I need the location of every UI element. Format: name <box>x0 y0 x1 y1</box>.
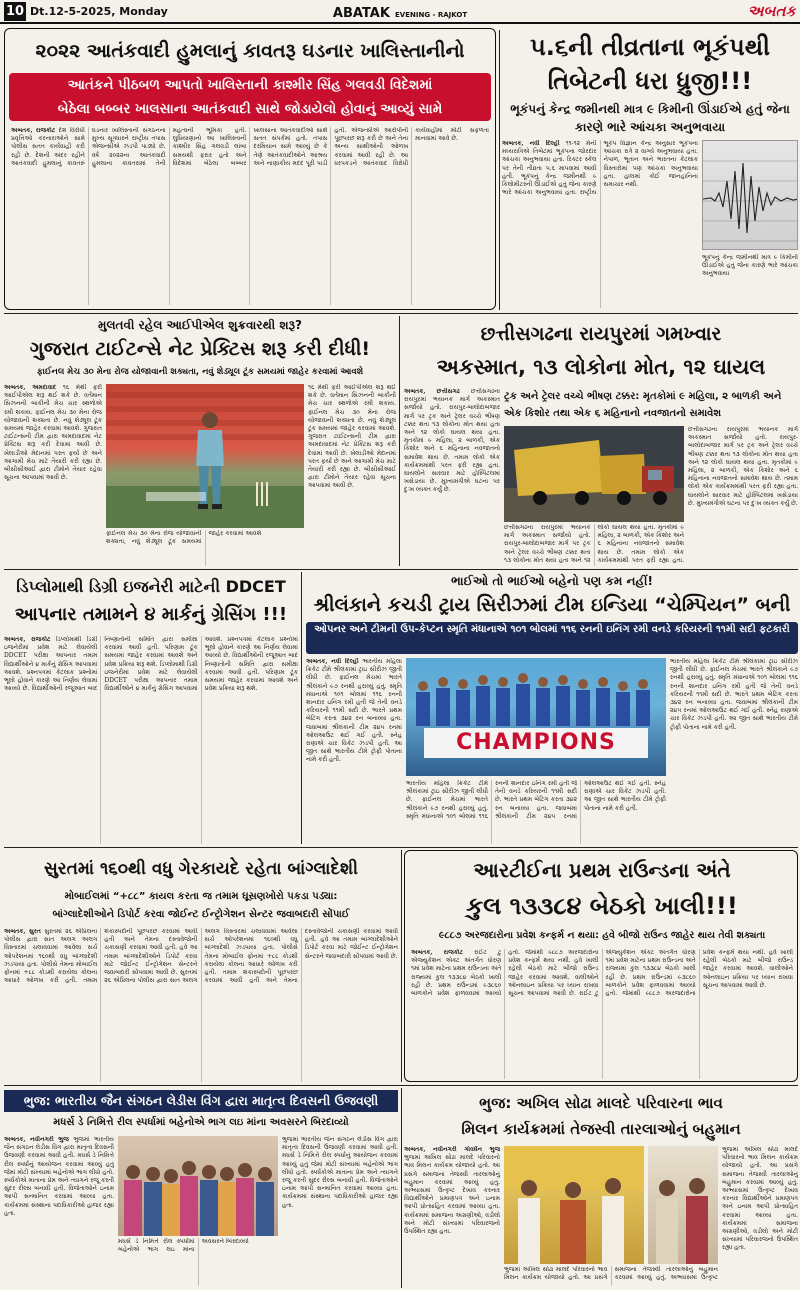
story-khalistan <box>4 28 496 310</box>
story-sodha <box>404 1088 798 1288</box>
paper-edition: EVENING - RAJKOT <box>395 11 468 19</box>
khalistan-body <box>11 127 489 305</box>
champions-body-left <box>306 658 402 844</box>
titans-text: ૧૬ મેથી ફરી આઈપીએલ શરૂ થઈ શકે છે. વર્તમાન સિઝનની બાકીની મેચ ચાર સ્થળોએ રમી શકાય. ફાઈનલ મેચ ૩૦ મેના રોજ યોજાવાની શક્યતા છે. નવું શેડ્યૂલ ટૂંક સમયમાં જાહેર કરવામાં આવશે. ગુજરાત ટાઈટન્સની ટીમ દ્વારા અમદાવાદમાં નેટ પ્રેક્ટિસ શરૂ કરી દેવામાં આવી છે. ખેલાડીઓ મેદાનમાં પરત ફર્યા છે અને આગામી મેચ માટે તૈયારી કરી રહ્યા છે. બીસીસીઆઈ દ્વારા ટીમોને તૈયાર રહેવા સૂચના આપવામાં આવી છે. <box>4 384 102 482</box>
ddcet-text-2: ડિપ્લોમાથી ડિગ્રી ઇજનેરીમાં પ્રવેશ માટે લેવાયેલી DDCET પરીક્ષા આપનાર તમામ વિદ્યાર્થીઓને ૪ માર્કનું ગ્રેસિંગ આપવામાં આવશે. પ્રશ્નપત્રમાં કેટલાક પ્રશ્નોમાં ભૂલો હોવાને કારણે આ નિર્ણય લેવામાં આવ્યો છે. વિદ્યાર્થીઓની રજૂઆત બાદ નિષ્ણાતોની સમિતિ દ્વારા સમીક્ષા કરવામાં આવી હતી. પરિણામ ટૂંક સમયમાં જાહેર કરવામાં આવશે અને પ્રવેશ પ્રક્રિયા શરૂ થશે. <box>104 636 298 693</box>
mothers-day-subhead: મધર્સ ડે નિમિત્તે રીલ સ્પર્ધામાં બહેનોએ ભાગ લઇ માંના અવસરને બિરદાવ્યો <box>53 1117 349 1128</box>
titans-subhead: ફાઈનલ મેચ ૩૦ મેના રોજ યોજાવાની શક્યતા, નવું શેડ્યૂલ ટૂંક સમયમાં જાહેર કરવામાં આવશે <box>36 367 364 377</box>
mid-divider-2 <box>301 572 302 844</box>
story-mothers-day <box>4 1088 398 1288</box>
raipur-body-bottom <box>504 524 684 566</box>
ddcet-text: ડિપ્લોમાથી ડિગ્રી ઇજનેરીમાં પ્રવેશ માટે લેવાયેલી DDCET પરીક્ષા આપનાર તમામ વિદ્યાર્થીઓને ૪ માર્કનું ગ્રેસિંગ આપવામાં આવશે. પ્રશ્નપત્રમાં કેટલાક પ્રશ્નોમાં ભૂલો હોવાને કારણે આ નિર્ણય લેવામાં આવ્યો છે. વિદ્યાર્થીઓની રજૂઆત બાદ નિષ્ણાતોની સમિતિ દ્વારા સમીક્ષા કરવામાં આવી હતી. પરિણામ ટૂંક સમયમાં જાહેર કરવામાં આવશે અને પ્રવેશ પ્રક્રિયા શરૂ થશે. <box>4 636 198 693</box>
mid-divider-1 <box>399 316 400 566</box>
raipur-headline-1: છત્તીસગઢના રાયપુરમાં ગમખ્વાર <box>480 323 722 345</box>
mothers-day-body-bottom <box>118 1238 278 1286</box>
group-photo-icon <box>118 1136 278 1236</box>
ddcet-headline-1: ડિપ્લોમાથી ડિગ્રી ઇજનેરી માટેની DDCET <box>16 577 286 596</box>
raipur-body-right <box>688 426 798 566</box>
guests-icon <box>648 1146 718 1264</box>
row3-divider <box>4 847 798 848</box>
earthquake-subhead: ભૂકંપનું કેન્દ્ર જમીનથી માત્ર ૯ કિમીની ઊંડાઈએ હતું જેના કારણે ભારે આંચકા અનુભવાયા <box>510 102 790 134</box>
raipur-text: છત્તીસગઢના રાયપુરમાં ભયાનક માર્ગ અકસ્માત સર્જાયો હતો. રાયપુર-બાલોદાબજાર માર્ગ પર ટ્રક અને ટ્રેલર વચ્ચે ભીષણ ટક્કર થતા ૧૩ લોકોના મોત થયા હતા અને ૧૨ લોકો ઘાયલ થયા હતા. મૃતકોમાં ૯ મહિલા, ૨ બાળકી, એક કિશોર અને ૬ મહિનાના નવજાતનો સમાવેશ થાય છે. તમામ લોકો એક કાર્યક્રમમાંથી પરત ફરી રહ્યા હતા. ઘાયલોને સારવાર માટે હોસ્પિટલમાં ખસેડાયા છે. મુખ્યમંત્રીએ ઘટના પર દુઃખ વ્યક્ત કર્યું છે. <box>404 388 500 494</box>
titans-headline: ગુજરાત ટાઈટન્સે નેટ પ્રેક્ટિસ શરૂ કરી દીધી! <box>29 338 371 360</box>
champions-body-bottom <box>406 780 666 844</box>
champions-dateline: અબતક, નવી દિલ્હી <box>306 658 363 665</box>
truck-icon <box>504 426 684 522</box>
khalistan-headline: ૨૦૨૨ આતંકવાદી હુમલાનું કાવતરૂ ઘડનાર ખાલિસ્તાનીનો <box>35 40 465 62</box>
earthquake-headline: ૫.૬ની તીવ્રતાના ભૂકંપથી તિબેટની ધરા ધ્રુજી!!! <box>529 33 771 95</box>
felicitation-icon <box>504 1146 644 1264</box>
raipur-headline-2: અકસ્માત, ૧૩ લોકોના મોત, ૧૨ ઘાયલ <box>436 355 766 379</box>
sodha-photo-1 <box>504 1146 644 1264</box>
earthquake-body <box>502 140 698 308</box>
champions-text-cont: ભારતીય મહિલા ક્રિકેટ ટીમે શ્રીલંકામાં ટ્રાઇ સીરીઝ જીતી લીધી છે. ફાઈનલ મેચમાં ભારતે શ્રીલંકાને ૯૭ રનથી હરાવ્યું હતું. સ્મૃતિ મંધાનાએ ૧૦૧ બોલમાં ૧૧૬ રનની શાનદાર ઇનિંગ રમી હતી જે તેની વનડે કરિયરની ૧૧મી સદી છે. ભારતે પ્રથમ બેટિંગ કરતા ૩૪૨ રન બનાવ્યા હતા. જવાબમાં શ્રીલંકાની ટીમ ૨૪૫ રનમાં ઓલઆઉટ થઈ ગઈ હતી. સ્નેહ રાણાએ ચાર વિકેટ ઝડપી હતી. આ જીત સાથે ભારતીય ટીમે ટ્રોફી પોતાના નામે કરી હતી. <box>670 658 798 731</box>
bangladeshi-subhead-2: બાંગ્લાદેશીઓને ડિપોર્ટ કરવા જોઈન્ટ ઈન્ટ્રોગેશન સેન્ટર જવાબદારી સોંપાઈ <box>52 909 350 920</box>
champions-kicker: ભાઈઓ તો ભાઈઓ બહેનો પણ કમ નહીં! <box>451 574 653 588</box>
story-ddcet <box>4 572 298 844</box>
accident-photo <box>504 426 684 522</box>
row4-divider <box>4 1085 798 1086</box>
raipur-dateline: અબતક, છત્તીસગઢ <box>404 388 471 395</box>
cricketer-icon <box>106 384 304 528</box>
story-earthquake <box>502 28 798 310</box>
titans-text-bottom: ફાઈનલ મેચ ૩૦ મેના રોજ યોજાવાની શક્યતા, નવું શેડ્યૂલ ટૂંક સમયમાં જાહેર કરવામાં આવશે <box>106 530 262 546</box>
earthquake-text: ૧૧-૧૨ મેની મધ્યરાત્રિએ તિબેટમાં ભૂકંપના જોરદાર આંચકા અનુભવાયા હતા. રિક્ટર સ્કેલ પર તેની તીવ્રતા ૫.૬ માપવામાં આવી હતી. ભૂકંપનું કેન્દ્ર જમીનથી ૯ કિલોમીટરની ઊંડાઈએ હતું જેના કારણે ભારે આંચકા અનુભવાયા હતા. રાષ્ટ્રીય ભૂકંપ વિજ્ઞાન કેન્દ્ર અનુસાર ભૂકંપના આંચકા રાત્રે ૨ વાગ્યે અનુભવાયા હતા. નેપાળ, ભૂતાન અને ભારતના કેટલાક વિસ્તારોમાં પણ આંચકા અનુભવાયા હતા. હાલમાં કોઈ જાનહાનિના સમાચાર નથી. <box>502 140 698 197</box>
titans-text-cont: ૧૬ મેથી ફરી આઈપીએલ શરૂ થઈ શકે છે. વર્તમાન સિઝનની બાકીની મેચ ચાર સ્થળોએ રમી શકાય. ફાઈનલ મેચ ૩૦ મેના રોજ યોજાવાની શક્યતા છે. નવું શેડ્યૂલ ટૂંક સમયમાં જાહેર કરવામાં આવશે. ગુજરાત ટાઈટન્સની ટીમ દ્વારા અમદાવાદમાં નેટ પ્રેક્ટિસ શરૂ કરી દેવામાં આવી છે. ખેલાડીઓ મેદાનમાં પરત ફર્યા છે અને આગામી મેચ માટે તૈયારી કરી રહ્યા છે. બીસીસીઆઈ દ્વારા ટીમોને તૈયાર રહેવા સૂચના આપવામાં આવી છે. <box>308 384 396 490</box>
sodha-body-bottom <box>504 1266 718 1286</box>
mothers-day-text-cont: ભુજમાં ભારતીય જૈન સંગઠન લેડીસ વિંગ દ્વારા માતૃત્વ દિવસની ઉજવણી કરવામાં આવી હતી. મધર્સ ડે નિમિત્તે રીલ સ્પર્ધાનું આયોજન કરવામાં આવ્યું હતું જેમાં મોટી સંખ્યામાં બહેનોએ ભાગ લીધો હતો. સ્પર્ધકોએ માતાના પ્રેમ અને ત્યાગને રજૂ કરતી સુંદર રીલ્સ બનાવી હતી. વિજેતાઓને ઇનામ આપી સન્માનિત કરવામાં આવ્યા હતા. કાર્યક્રમમાં સંસ્થાના પદાધિકારીઓ હાજર રહ્યા હતા. <box>282 1136 398 1209</box>
mothers-day-dateline: અબતક, નવીનગરી <box>4 1136 59 1143</box>
titans-body-bottom <box>106 530 304 566</box>
paper-name <box>300 3 500 24</box>
sodha-headline-2: મિલન કાર્યક્રમમાં તેજસ્વી તારલાઓનું બહુમાન <box>461 1120 741 1138</box>
ddcet-body <box>4 636 298 844</box>
rte-body <box>411 949 793 1079</box>
rte-text-2: રાઈટ ટુ એજ્યુકેશન એક્ટ અંતર્ગત ધોરણ ૧માં પ્રવેશ માટેના પ્રથમ રાઉન્ડના અંતે રાજ્યમાં કુલ ૧૩૩૮૪ બેઠકો ખાલી રહી છે. પ્રથમ રાઉન્ડમાં ૯૩૮૬૦ બાળકોને પ્રવેશ ફાળવવામાં આવ્યો હતો. જેમાંથી ૯૮૮૭ અરજદારોના પ્રવેશ કન્ફર્મ થયા નથી. હવે ખાલી રહેલી બેઠકો માટે બીજો રાઉન્ડ જાહેર કરવામાં આવશે. વાલીઓને ઓનલાઇન પ્રક્રિયા પર ધ્યાન રાખવા સૂચના આપવામાં આવી છે. <box>579 949 793 998</box>
khalistan-subhead-2: બેઠેલા બબ્બર ખાલસાના આતંકવાદી સાથે જોડાયેલો હોવાનું આવ્યું સામે <box>9 97 491 121</box>
champions-banner: CHAMPIONS <box>424 728 648 758</box>
bangladeshi-body <box>4 928 398 1082</box>
bangladeshi-headline: સુરતમાં ૧૬૦થી વધુ ગેરકાયદે રહેતા બાંગ્લાદેશી <box>44 859 358 879</box>
champions-subhead: ઓપનર અને ટીમની ઉપ-કેપ્ટન સ્મૃતિ મંધાનાએ ૧૦૧ બોલમાં ૧૧૬ રનની ઇનિંગ રમી વનડે કરિયરની ૧૧મી સદી ફટકારી <box>306 622 798 654</box>
row2-divider <box>4 569 798 570</box>
rte-headline-2: કુલ ૧૩૩૮૪ બેઠકો ખાલી!!! <box>466 892 738 920</box>
bangladeshi-dateline: અબતક, સુરત <box>4 928 45 935</box>
sodha-body-left <box>404 1146 500 1286</box>
sodha-text-cont: ભુજમાં અખિલ સોઢા માલદે પરિવારનો ભાવ મિલન કાર્યક્રમ યોજાયો હતો. આ પ્રસંગે સમાજના તેજસ્વી તારલાઓનું બહુમાન કરવામાં આવ્યું હતું. અભ્યાસમાં ઉત્કૃષ્ટ દેખાવ કરનાર વિદ્યાર્થીઓને પ્રમાણપત્ર અને ઇનામ આપી પ્રોત્સાહિત કરવામાં આવ્યા હતા. કાર્યક્રમમાં સમાજના અગ્રણીઓ, વડીલો અને મોટી સંખ્યામાં પરિવારજનો ઉપસ્થિત રહ્યા હતા. <box>722 1146 798 1252</box>
top-divider <box>499 30 500 310</box>
earthquake-body-tail <box>702 254 798 308</box>
mothers-day-body-right <box>282 1136 398 1286</box>
ddcet-dateline: અબતક, રાજકોટ <box>4 636 57 643</box>
raipur-text-bottom: છત્તીસગઢના રાયપુરમાં ભયાનક માર્ગ અકસ્માત સર્જાયો હતો. રાયપુર-બાલોદાબજાર માર્ગ પર ટ્રક અને ટ્રેલર વચ્ચે ભીષણ ટક્કર થતા ૧૩ લોકોના મોત થયા હતા અને ૧૨ લોકો ઘાયલ થયા હતા. મૃતકોમાં ૯ મહિલા, ૨ બાળકી, એક કિશોર અને ૬ મહિનાના નવજાતનો સમાવેશ થાય છે. તમામ લોકો એક કાર્યક્રમમાંથી પરત ફરી રહ્યા હતા. <box>504 524 684 564</box>
champions-body-right <box>670 658 798 844</box>
masthead-logo: અબતક <box>747 2 796 20</box>
masthead <box>0 0 800 24</box>
mid-divider-4 <box>401 1088 402 1288</box>
raipur-subhead: ટ્રક અને ટ્રેલર વચ્ચે ભીષણ ટક્કર: મૃતકોમાં ૯ મહિલા, ૨ બાળકી અને એક કિશોર તથા એક ૬ મહિનાનો નવજાતનો સમાવેશ <box>504 391 782 419</box>
bangladeshi-text-2: સુરતમાં ૨૬ એપ્રિલના પોલીસ દ્વારા સાત અલગ અલગ વિસ્તારમાં ચલાવવામાં આવેલા સર્ચ ઓપરેશનમાં ૧૬૦થી વધુ બાંગ્લાદેશી ઝડપાયા હતા. પોલીસે તેમના મોબાઈલ ફોનમાં +૮૮ કોડથી કરાયેલા કોલના આધારે ઓળખ કરી હતી. તમામ શંકાસ્પદોની પૂછપરછ કરવામાં આવી હતી અને તેમના દસ્તાવેજોની ચકાસણી કરવામાં આવી હતી. હવે આ તમામ બાંગ્લાદેશીઓને ડિપોર્ટ કરવા માટે જોઈન્ટ ઈન્ટ્રોગેશન સેન્ટરને જવાબદારી સોંપવામાં આવી છે. <box>104 928 398 985</box>
khalistan-text: દેશ વિરોધી પ્રવૃત્તિઓ કરનારાઓને સામે પોલીસ સતત કાર્યવાહી કરી રહી છે. દેશની અંદર રહીને આતંકવાદી હુમલાનું કાવતરું ઘડનાર ખાલિસ્તાની સંગઠનના મુખ્ય સૂત્રધારને રાષ્ટ્રીય તપાસ એજન્સીએ ઝડપી પાડ્યો છે. વર્ષ ૨૦૨૨ના આતંકવાદી હુમલાના કાવતરામાં તેની મહત્વની ભૂમિકા હતી. લુધિયાણાનો આ ખાલિસ્તાની કાશ્મીર સિંહ ગલવડી લાંબા સમયથી ફરાર હતો અને વિદેશમાં બેઠેલા બબ્બર ખાલસાના આતંકવાદીઓ સાથે સતત સંપર્કમાં હતો. તપાસ દરમિયાન સામે આવ્યું છે કે તેણે આતંકવાદીઓને આશ્રય અને નાણાકીય મદદ પૂરી પાડી હતી. એજન્સીએ આરોપીની પૂછપરછ શરૂ કરી છે અને તેના અન્ય સાથીઓની ઓળખ કરવામાં આવી રહી છે. આ ધરપકડને આતંકવાદ વિરોધી કાર્યવાહીમાં મોટી સફળતા માનવામાં આવે છે. <box>11 127 489 167</box>
sodha-text-bottom: ભુજમાં અખિલ સોઢા માલદે પરિવારનો ભાવ મિલન કાર્યક્રમ યોજાયો હતો. આ પ્રસંગે સમાજના તેજસ્વી તારલાઓનું બહુમાન કરવામાં આવ્યું હતું. અભ્યાસમાં ઉત્કૃષ્ટ <box>504 1266 718 1282</box>
page-number: 10 <box>5 4 25 19</box>
row1-divider <box>4 313 798 314</box>
champions-text-bottom: ભારતીય મહિલા ક્રિકેટ ટીમે શ્રીલંકામાં ટ્રાઇ સીરીઝ જીતી લીધી છે. ફાઈનલ મેચમાં ભારતે શ્રીલંકાને ૯૭ રનથી હરાવ્યું હતું. સ્મૃતિ મંધાનાએ ૧૦૧ બોલમાં ૧૧૬ રનની શાનદાર ઇનિંગ રમી હતી જે તેની વનડે કરિયરની ૧૧મી સદી છે. ભારતે પ્રથમ બેટિંગ કરતા ૩૪૨ રન બનાવ્યા હતા. જવાબમાં શ્રીલંકાની ટીમ ૨૪૫ રનમાં ઓલઆઉટ થઈ ગઈ હતી. સ્નેહ રાણાએ ચાર વિકેટ ઝડપી હતી. આ જીત સાથે ભારતીય ટીમે ટ્રોફી પોતાના નામે કરી હતી. <box>406 780 666 820</box>
titans-practice-photo <box>106 384 304 528</box>
sodha-body-right <box>722 1146 798 1286</box>
rte-dateline: અબતક, રાજકોટ <box>411 949 475 956</box>
khalistan-dateline: અબતક, રાજકોટ <box>11 127 59 134</box>
titans-dateline: અબતક, અમદાવાદ <box>4 384 63 391</box>
mothers-day-byline-2: ભુજ <box>58 1136 74 1143</box>
story-gujarat-titans <box>4 316 396 566</box>
story-rte <box>404 850 798 1082</box>
team-celebration-icon <box>406 658 666 776</box>
raipur-body-left <box>404 388 500 566</box>
champions-text: ભારતીય મહિલા ક્રિકેટ ટીમે શ્રીલંકામાં ટ્રાઇ સીરીઝ જીતી લીધી છે. ફાઈનલ મેચમાં ભારતે શ્રીલંકાને ૯૭ રનથી હરાવ્યું હતું. સ્મૃતિ મંધાનાએ ૧૦૧ બોલમાં ૧૧૬ રનની શાનદાર ઇનિંગ રમી હતી જે તેની વનડે કરિયરની ૧૧મી સદી છે. ભારતે પ્રથમ બેટિંગ કરતા ૩૪૨ રન બનાવ્યા હતા. જવાબમાં શ્રીલંકાની ટીમ ૨૪૫ રનમાં ઓલઆઉટ થઈ ગઈ હતી. સ્નેહ રાણાએ ચાર વિકેટ ઝડપી હતી. આ જીત સાથે ભારતીય ટીમે ટ્રોફી પોતાના નામે કરી હતી. <box>306 658 402 764</box>
story-champions <box>306 572 798 844</box>
bangladeshi-text: સુરતમાં ૨૬ એપ્રિલના પોલીસ દ્વારા સાત અલગ અલગ વિસ્તારમાં ચલાવવામાં આવેલા સર્ચ ઓપરેશનમાં ૧૬૦થી વધુ બાંગ્લાદેશી ઝડપાયા હતા. પોલીસે તેમના મોબાઈલ ફોનમાં +૮૮ કોડથી કરાયેલા કોલના આધારે ઓળખ કરી હતી. તમામ શંકાસ્પદોની પૂછપરછ કરવામાં આવી હતી અને તેમના દસ્તાવેજોની ચકાસણી કરવામાં આવી હતી. હવે આ તમામ બાંગ્લાદેશીઓને ડિપોર્ટ કરવા માટે જોઈન્ટ ઈન્ટ્રોગેશન સેન્ટરને જવાબદારી સોંપવામાં આવી છે. <box>4 928 198 985</box>
earthquake-dateline: અબતક, નવી દિલ્હી <box>502 140 566 147</box>
seismograph-icon <box>703 141 798 250</box>
rte-text: રાઈટ ટુ એજ્યુકેશન એક્ટ અંતર્ગત ધોરણ ૧માં પ્રવેશ માટેના પ્રથમ રાઉન્ડના અંતે રાજ્યમાં કુલ ૧૩૩૮૪ બેઠકો ખાલી રહી છે. પ્રથમ રાઉન્ડમાં ૯૩૮૬૦ બાળકોને પ્રવેશ ફાળવવામાં આવ્યો હતો. જેમાંથી ૯૮૮૭ અરજદારોના પ્રવેશ કન્ફર્મ થયા નથી. હવે ખાલી રહેલી બેઠકો માટે બીજો રાઉન્ડ જાહેર કરવામાં આવશે. વાલીઓને ઓનલાઇન પ્રક્રિયા પર ધ્યાન રાખવા સૂચના આપવામાં આવી છે. <box>411 949 599 998</box>
khalistan-subhead-1: આતંકને પીઠબળ આપતો ખાલિસ્તાની કાશ્મીર સિંહ ગલવડી વિદેશમાં <box>9 73 491 97</box>
paper-title: ABATAK <box>332 6 390 21</box>
sodha-byline-2: ગોવર્ધન <box>464 1146 490 1153</box>
issue-date: Dt.12-5-2025, Monday <box>30 5 168 18</box>
sodha-byline-3: ભુજ <box>489 1146 500 1153</box>
ddcet-headline-2: આપનાર તમામને ૪ માર્કનું ગ્રેસિંગ !!! <box>14 604 288 625</box>
mothers-day-headline: ભુજ: ભારતીય જૈન સંગઠન લેડીસ વિંગ દ્વારા માતૃત્વ દિવસની ઉજવણી <box>4 1090 398 1112</box>
mothers-day-photo <box>118 1136 278 1236</box>
champions-headline: શ્રીલંકાને કચડી ટ્રાય સિરીઝમાં ટીમ ઇન્ડિયા “ચેમ્પિયન” બની <box>313 594 791 616</box>
rte-headline-1: આરટીઈના પ્રથમ રાઉન્ડના અંતે <box>473 858 731 882</box>
mothers-day-text: ભુજમાં ભારતીય જૈન સંગઠન લેડીસ વિંગ દ્વારા માતૃત્વ દિવસની ઉજવણી કરવામાં આવી હતી. મધર્સ ડે નિમિત્તે રીલ સ્પર્ધાનું આયોજન કરવામાં આવ્યું હતું જેમાં મોટી સંખ્યામાં બહેનોએ ભાગ લીધો હતો. સ્પર્ધકોએ માતાના પ્રેમ અને ત્યાગને રજૂ કરતી સુંદર રીલ્સ બનાવી હતી. વિજેતાઓને ઇનામ આપી સન્માનિત કરવામાં આવ્યા હતા. કાર્યક્રમમાં સંસ્થાના પદાધિકારીઓ હાજર રહ્યા હતા. <box>4 1136 114 1217</box>
mid-divider-3 <box>401 850 402 1082</box>
bangladeshi-subhead-1: મોબાઈલમાં “+૮૮” કાયલ કરતા જ તમામ ઘૂસણખોરો પકડા પડ્યા: <box>64 891 338 902</box>
titans-body-left <box>4 384 102 566</box>
sodha-headline-1: ભુજ: અખિલ સોઢા માલદે પરિવારના ભાવ <box>479 1094 723 1112</box>
earthquake-text-tail: ભૂકંપનું કેન્દ્ર જમીનથી માત્ર ૯ કિમીની ઊંડાઈએ હતું જેના કારણે ભારે આંચકા અનુભવાયા <box>702 254 798 278</box>
titans-kicker: મુલતવી રહેલ આઈપીએલ શુક્રવારથી શરૂ? <box>98 318 302 332</box>
sodha-photo-2 <box>648 1146 718 1264</box>
sodha-text: ભુજમાં અખિલ સોઢા માલદે પરિવારનો ભાવ મિલન કાર્યક્રમ યોજાયો હતો. આ પ્રસંગે સમાજના તેજસ્વી તારલાઓનું બહુમાન કરવામાં આવ્યું હતું. અભ્યાસમાં ઉત્કૃષ્ટ દેખાવ કરનાર વિદ્યાર્થીઓને પ્રમાણપત્ર અને ઇનામ આપી પ્રોત્સાહિત કરવામાં આવ્યા હતા. કાર્યક્રમમાં સમાજના અગ્રણીઓ, વડીલો અને મોટી સંખ્યામાં પરિવારજનો ઉપસ્થિત રહ્યા હતા. <box>404 1154 500 1236</box>
raipur-text-cont: છત્તીસગઢના રાયપુરમાં ભયાનક માર્ગ અકસ્માત સર્જાયો હતો. રાયપુર-બાલોદાબજાર માર્ગ પર ટ્રક અને ટ્રેલર વચ્ચે ભીષણ ટક્કર થતા ૧૩ લોકોના મોત થયા હતા અને ૧૨ લોકો ઘાયલ થયા હતા. મૃતકોમાં ૯ મહિલા, ૨ બાળકી, એક કિશોર અને ૬ મહિનાના નવજાતનો સમાવેશ થાય છે. તમામ લોકો એક કાર્યક્રમમાંથી પરત ફરી રહ્યા હતા. ઘાયલોને સારવાર માટે હોસ્પિટલમાં ખસેડાયા છે. મુખ્યમંત્રીએ ઘટના પર દુઃખ વ્યક્ત કર્યું છે. <box>688 426 798 507</box>
seismograph-photo <box>702 140 798 250</box>
story-bangladeshi <box>4 850 398 1082</box>
mothers-day-body-left <box>4 1136 114 1286</box>
titans-body-right <box>308 384 396 566</box>
champions-photo <box>406 658 666 776</box>
rte-subhead: ૯૮૮૭ અરજદારોના પ્રવેશ કન્ફર્મ ન થયા: હવે બીજો રાઉન્ડ જાહેર થાય તેવી શક્યતા <box>438 930 766 941</box>
mothers-day-text-bottom: મધર્સ ડે નિમિત્તે રીલ સ્પર્ધામાં બહેનોએ ભાગ લઇ માંના અવસરને બિરદાવ્યો <box>118 1238 249 1254</box>
sodha-dateline: અબતક, નવીનગરી <box>404 1146 465 1153</box>
story-raipur <box>404 316 798 566</box>
